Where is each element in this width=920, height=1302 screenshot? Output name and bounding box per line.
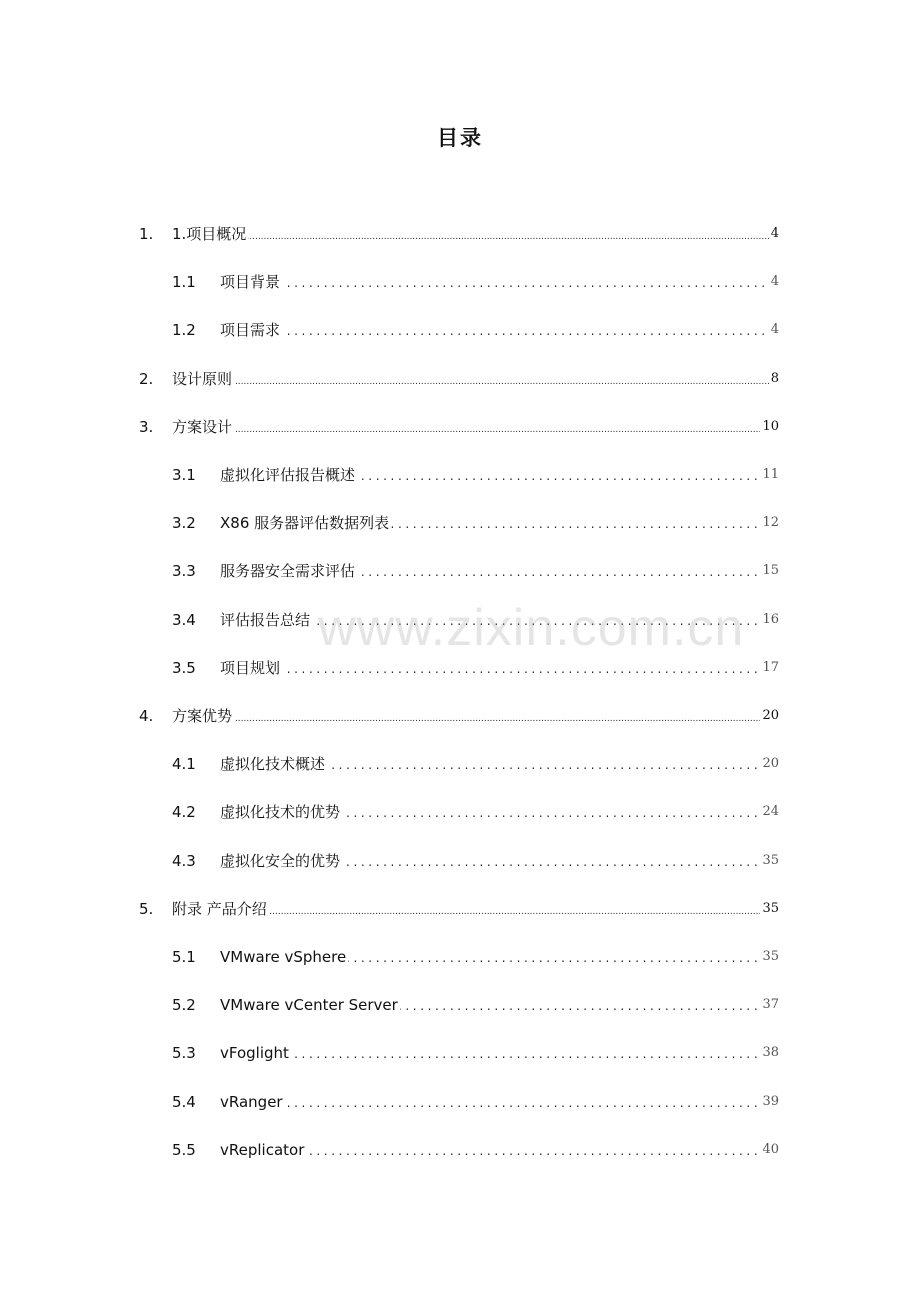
toc-entry[interactable] <box>0 847 920 875</box>
toc-leader-dots <box>172 702 779 730</box>
watermark: www.zixin.com.cn <box>318 599 745 657</box>
toc-leader-dots <box>172 220 779 248</box>
toc-entry[interactable] <box>0 220 920 248</box>
page-title: 目录 <box>437 126 483 150</box>
toc-entry[interactable] <box>0 991 920 1019</box>
toc-entry-title: 项目需求 <box>220 316 282 344</box>
toc-entry-title: 项目背景 <box>220 268 282 296</box>
toc-entry-title: X86 服务器评估数据列表 <box>220 509 391 537</box>
toc-entry-number: 4. <box>139 707 154 725</box>
toc-entry-page-number: 20 <box>760 702 779 730</box>
toc-entry-title: 1.项目概况 <box>172 220 248 248</box>
toc-entry-page-number: 39 <box>760 1088 779 1116</box>
toc-entry-number: 3. <box>139 417 154 436</box>
toc-entry-page-number: 4 <box>769 220 779 248</box>
toc-leader-dots <box>220 1039 779 1067</box>
toc-entry-number: 4.2 <box>172 803 196 822</box>
toc-entry[interactable] <box>0 1039 920 1067</box>
toc-entry-page-number: 24 <box>760 798 779 826</box>
toc-entry-title: VMware vCenter Server <box>220 991 400 1019</box>
toc-entry-page-number: 17 <box>760 654 779 682</box>
toc-entry-title: 项目规划 <box>220 654 282 682</box>
toc-entry-page-number: 4 <box>769 316 779 344</box>
toc-entry-number: 3.1 <box>172 466 196 484</box>
toc-entry-page-number: 8 <box>769 365 779 393</box>
toc-entry-page-number: 15 <box>760 557 779 585</box>
toc-entry-title: 方案优势 <box>172 702 234 730</box>
toc-entry-number: 5.5 <box>172 1140 196 1159</box>
toc-entry-page-number: 11 <box>760 461 779 489</box>
toc-leader-dots <box>172 413 779 441</box>
toc-entry-title: 评估报告总结 <box>220 606 312 634</box>
toc-entry[interactable] <box>0 365 920 393</box>
toc-entry-title: vRanger <box>220 1088 285 1116</box>
toc-entry-number: 2. <box>139 369 154 388</box>
toc-entry-title: 方案设计 <box>172 413 234 441</box>
toc-entry-number: 5.3 <box>172 1044 196 1063</box>
toc-entry[interactable] <box>0 268 920 296</box>
toc-entry-number: 5.4 <box>172 1092 196 1111</box>
toc-entry-title: 虚拟化评估报告概述 <box>220 461 357 489</box>
toc-entry-number: 5. <box>139 899 154 918</box>
toc-leader-dots <box>220 268 779 296</box>
toc-entry-page-number: 40 <box>760 1136 779 1164</box>
toc-entry[interactable] <box>0 1088 920 1116</box>
toc-entry-page-number: 12 <box>760 509 779 537</box>
toc-entry[interactable] <box>0 943 920 971</box>
toc-entry[interactable] <box>0 750 920 778</box>
toc-entry-title: vFoglight <box>220 1039 291 1067</box>
toc-entry-number: 4.3 <box>172 851 196 870</box>
toc-entry[interactable] <box>0 654 920 682</box>
toc-entry-number: 3.5 <box>172 658 196 677</box>
toc-entry-number: 5.2 <box>172 996 196 1015</box>
toc-leader-dots <box>172 365 779 393</box>
toc-entry-number: 4.1 <box>172 755 196 774</box>
toc-entry-page-number: 37 <box>760 991 779 1019</box>
toc-entry-number: 1.2 <box>172 321 196 340</box>
toc-entry-page-number: 38 <box>760 1039 779 1067</box>
toc-leader-dots <box>220 316 779 344</box>
toc-entry-number: 3.2 <box>172 514 196 533</box>
toc-leader-dots <box>220 654 779 682</box>
toc-leader-dots <box>220 1088 779 1116</box>
toc-entry-number: 1.1 <box>172 273 196 292</box>
toc-entry[interactable] <box>0 702 920 730</box>
toc-entry[interactable] <box>0 461 920 489</box>
toc-entry-page-number: 35 <box>760 895 779 923</box>
toc-entry-page-number: 10 <box>760 413 779 441</box>
toc-entry-title: vReplicator <box>220 1136 306 1164</box>
toc-entry[interactable] <box>0 413 920 441</box>
toc-entry[interactable] <box>0 606 920 634</box>
toc-entry[interactable] <box>0 316 920 344</box>
toc-entry[interactable] <box>0 895 920 923</box>
toc-entry-number: 1. <box>139 225 154 243</box>
toc-entry-page-number: 35 <box>760 943 779 971</box>
toc-entry-title: VMware vSphere <box>220 943 348 971</box>
toc-entry-title: 服务器安全需求评估 <box>220 557 357 585</box>
toc-entry[interactable] <box>0 557 920 585</box>
toc-entry-number: 3.4 <box>172 610 196 629</box>
toc-entry-page-number: 16 <box>760 606 779 634</box>
toc-entry-title: 虚拟化安全的优势 <box>220 847 342 875</box>
toc-entry-title: 设计原则 <box>172 365 234 393</box>
toc-entry-title: 附录 产品介绍 <box>172 895 269 923</box>
toc-entry[interactable] <box>0 798 920 826</box>
toc-entry[interactable] <box>0 509 920 537</box>
toc-entry-page-number: 35 <box>760 847 779 875</box>
toc-entry[interactable] <box>0 1136 920 1164</box>
toc-entry-page-number: 4 <box>769 268 779 296</box>
toc-entry-number: 5.1 <box>172 948 196 966</box>
toc-entry-number: 3.3 <box>172 562 196 581</box>
toc-entry-page-number: 20 <box>760 750 779 778</box>
toc-entry-title: 虚拟化技术概述 <box>220 750 327 778</box>
toc-entry-title: 虚拟化技术的优势 <box>220 798 342 826</box>
